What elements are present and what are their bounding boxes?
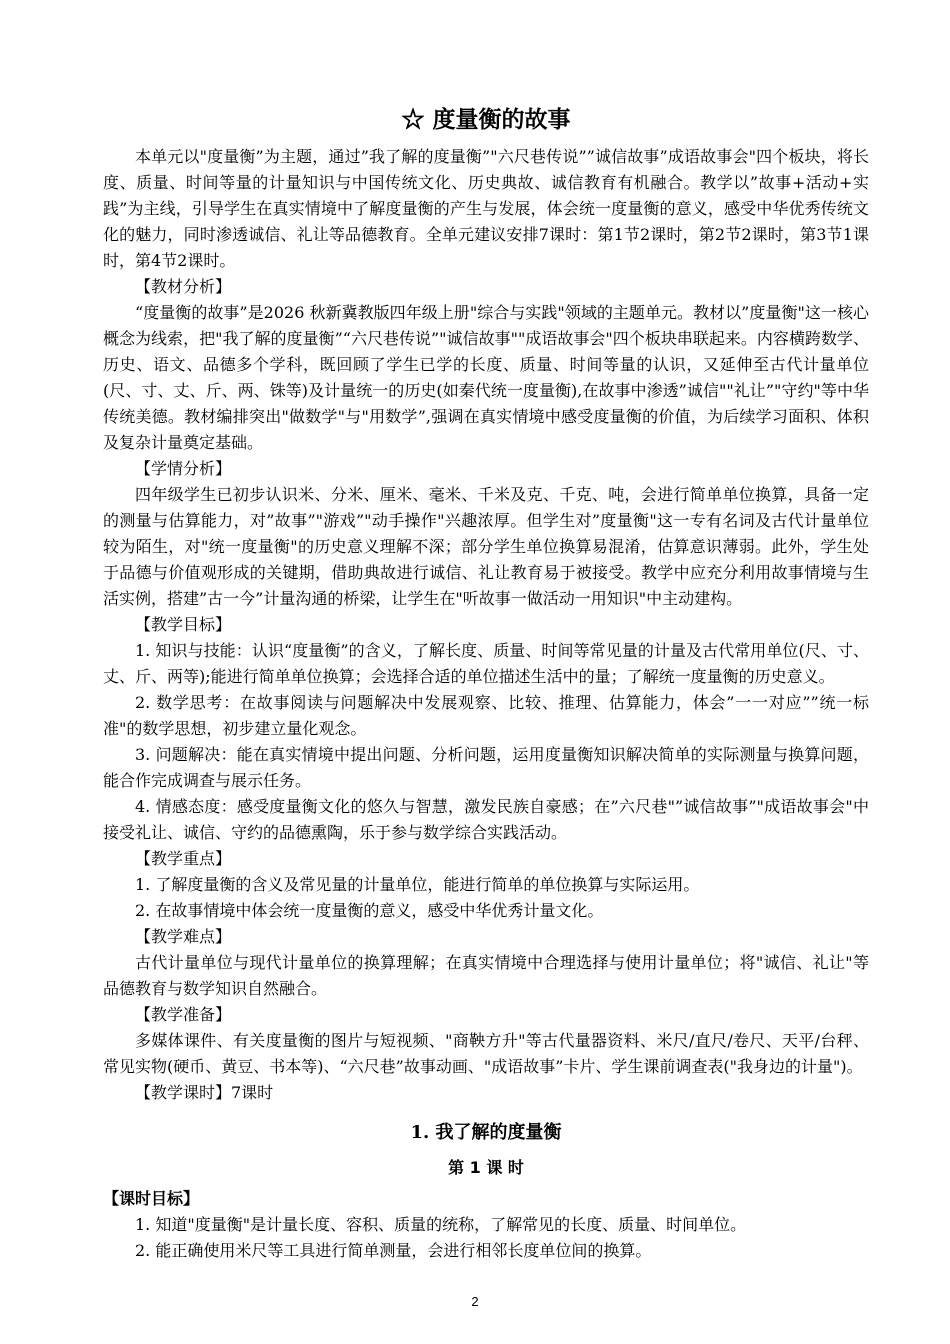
- textbook-analysis-heading: 【教材分析】: [135, 277, 232, 296]
- lesson-objectives-heading: 【课时目标】: [103, 1189, 200, 1208]
- page-number: 2: [471, 1294, 479, 1309]
- student-analysis-heading: 【学情分析】: [135, 459, 232, 478]
- teaching-goals-heading: 【教学目标】: [135, 615, 232, 634]
- difficult-points-heading: 【教学难点】: [135, 927, 232, 946]
- key-point-item: 1. 了解度量衡的含义及常见量的计量单位，能进行简单的单位换算与实际运用。: [135, 875, 700, 894]
- intro-paragraph: 本单元以"度量衡”为主题，通过”我了解的度量衡”"六尺巷传说””诚信故事”成语故事会"四个板块，将长度、质量、时间等量的计量知识与中国传统文化、历史典故、诚信教育有机融合。教学以”故事+活动+实践”为主线，引导学生在真实情境中了解度量衡的产生与发展，体会统一度量衡的意义，感受中华优秀传统文化的魅力，同时渗透诚信、礼让等品德教育。全单元建议安排7课时：第1节2课时，第2节2课时，第3节1课时，第4节2课时。: [103, 147, 869, 270]
- lesson-objective-item: 1. 知道"度量衡"是计量长度、容积、质量的统称，了解常见的长度、质量、时间单位。: [135, 1215, 747, 1234]
- preparation-heading: 【教学准备】: [135, 1005, 232, 1024]
- page-content: [103, 100, 869, 1264]
- teaching-goal-item: 4. 情感态度：感受度量衡文化的悠久与智慧，激发民族自豪感；在”六尺巷"”诚信故事”"成语故事会"中接受礼让、诚信、守约的品德熏陶，乐于参与数学综合实践活动。: [103, 797, 869, 842]
- teaching-goal-item: 3. 问题解决：能在真实情境中提出问题、分析问题，运用度量衡知识解决简单的实际测量与换算问题，能合作完成调查与展示任务。: [103, 745, 869, 790]
- student-analysis-paragraph: 四年级学生已初步认识米、分米、厘米、毫米、千米及克、千克、吨，会进行简单单位换算，具备一定的测量与估算能力，对”故事”"游戏”"动手操作"兴趣浓厚。但学生对”度量衡"这一专有名词及古代计量单位较为陌生，对"统一度量衡"的历史意义理解不深；部分学生单位换算易混淆，估算意识薄弱。此外，学生处于品德与价值观形成的关键期，借助典故进行诚信、礼让教育易于被接受。教学中应充分利用故事情境与生活实例，搭建”古一今”计量沟通的桥梁，让学生在"听故事一做活动一用知识"中主动建构。: [103, 485, 869, 608]
- teaching-goal-item: 1. 知识与技能：认识“度量衡”的含义，了解长度、质量、时间等常见量的计量及古代常用单位(尺、寸、丈、斤、两等);能进行简单单位换算；会选择合适的单位描述生活中的量；了解统一度量衡的历史意义。: [103, 641, 869, 686]
- class-hours-line: 【教学课时】7课时: [135, 1083, 274, 1102]
- difficult-points-paragraph: 古代计量单位与现代计量单位的换算理解；在真实情境中合理选择与使用计量单位；将"诚信、礼让"等品德教育与数学知识自然融合。: [103, 953, 869, 998]
- lesson-title: 第 1 课 时: [448, 1158, 524, 1177]
- textbook-analysis-paragraph: “度量衡的故事”是2026 秋新冀教版四年级上册"综合与实践"领域的主题单元。教材以”度量衡"这一核心概念为线索，把"我了解的度量衡”“六尺巷传说”"诚信故事""成语故事会"四个板块串联起来。内容横跨数学、历史、语文、品德多个学科，既回顾了学生已学的长度、质量、时间等量的认识，又延伸至古代计量单位(尺、寸、丈、斤、两、铢等)及计量统一的历史(如秦代统一度量衡),在故事中渗透”诚信""礼让”"守约"等中华传统美德。教材编排突出"做数学"与"用数学”,强调在真实情境中感受度量衡的价值，为后续学习面积、体积及复杂计量奠定基础。: [103, 303, 869, 452]
- lesson-objective-item: 2. 能正确使用米尺等工具进行简单测量，会进行相邻长度单位间的换算。: [135, 1241, 652, 1260]
- key-point-item: 2. 在故事情境中体会统一度量衡的意义，感受中华优秀计量文化。: [135, 901, 604, 920]
- preparation-paragraph: 多媒体课件、有关度量衡的图片与短视频、"商鞅方升"等古代量器资料、米尺/直尺/卷尺、天平/台秤、常见实物(硬币、黄豆、书本等)、“六尺巷”故事动画、"成语故事”卡片、学生课前调查表("我身边的计量")。: [103, 1031, 869, 1076]
- unit-title: ☆ 度量衡的故事: [401, 106, 571, 133]
- key-points-heading: 【教学重点】: [135, 849, 232, 868]
- teaching-goal-item: 2. 数学思考：在故事阅读与问题解决中发展观察、比较、推理、估算能力，体会”一一对应””统一标准"的数学思想，初步建立量化观念。: [103, 693, 869, 738]
- section-title: 1. 我了解的度量衡: [410, 1122, 562, 1143]
